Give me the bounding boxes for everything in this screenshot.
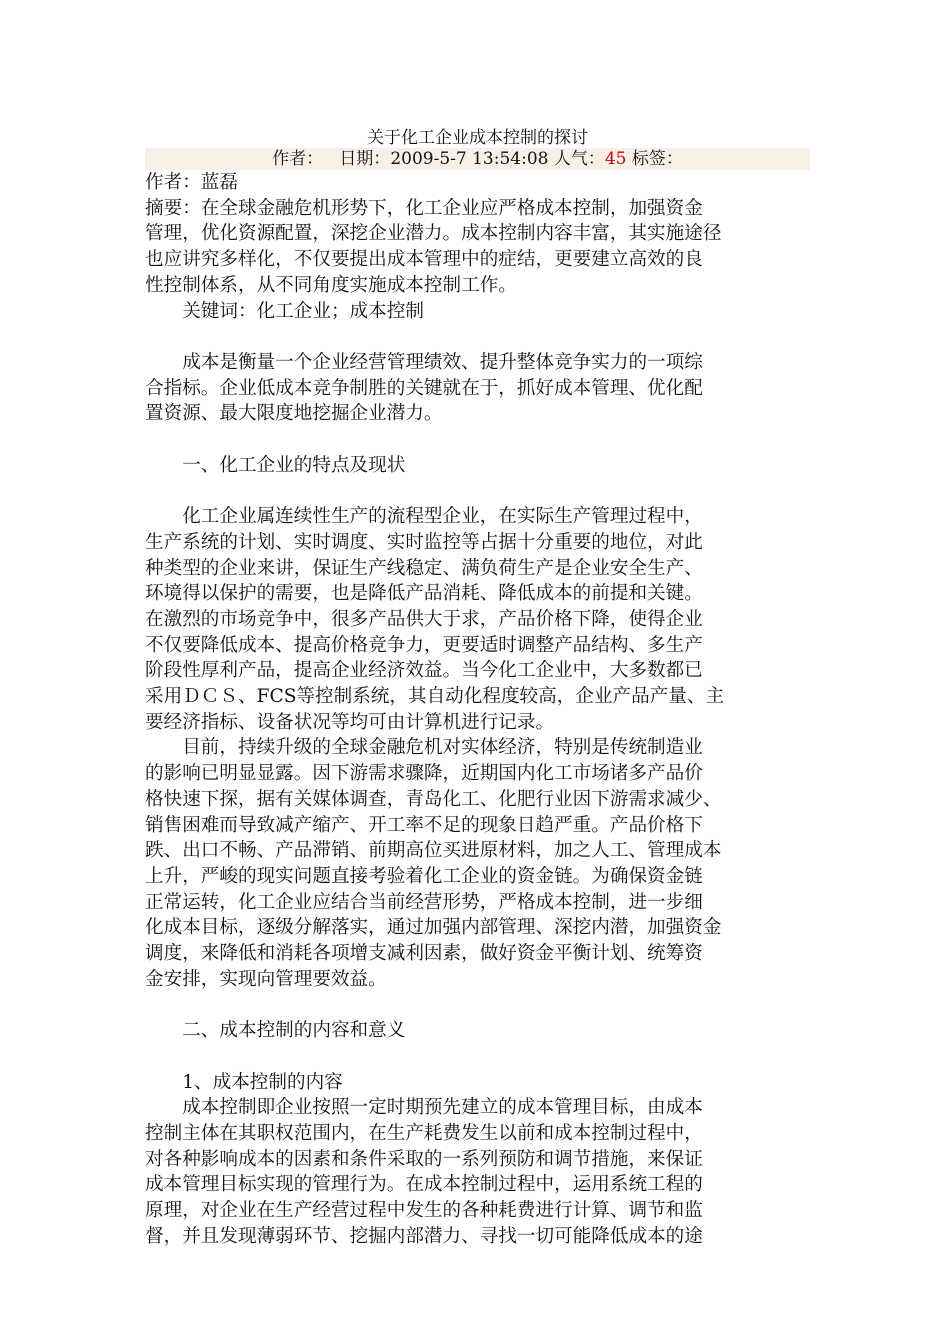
body-line: 合指标。企业低成本竞争制胜的关键就在于，抓好成本管理、优化配 bbox=[145, 377, 703, 399]
blank-line bbox=[145, 992, 810, 1018]
article-body bbox=[145, 170, 810, 1249]
body-line: 督，并且发现薄弱环节、挖掘内部潜力、寻找一切可能降低成本的途 bbox=[145, 1225, 703, 1247]
body-line: 作者：蓝磊 bbox=[145, 172, 238, 193]
body-line: 成本控制即企业按照一定时期预先建立的成本管理目标，由成本 bbox=[145, 1097, 703, 1119]
body-line: 化工企业属连续性生产的流程型企业，在实际生产管理过程中， bbox=[145, 506, 703, 528]
author-label: 作者： bbox=[272, 149, 324, 169]
tags-label: 标签： bbox=[631, 149, 683, 169]
body-line: 采用ＤＣＳ、FCS等控制系统，其自动化程度较高，企业产品产量、主 bbox=[145, 686, 725, 708]
body-line: 上升，严峻的现实问题直接考验着化工企业的资金链。为确保资金链 bbox=[145, 865, 703, 887]
views-label: 人气： bbox=[553, 149, 605, 169]
body-line: 对各种影响成本的因素和条件采取的一系列预防和调节措施，来保证 bbox=[145, 1148, 703, 1170]
body-line: 控制主体在其职权范围内，在生产耗费发生以前和成本控制过程中， bbox=[145, 1122, 703, 1144]
body-line: 不仅要降低成本、提高价格竞争力，更要适时调整产品结构、多生产 bbox=[145, 634, 703, 656]
body-line: 也应讲究多样化，不仅要提出成本管理中的症结，更要建立高效的良 bbox=[145, 249, 703, 271]
article-date: 2009-5-7 13:54:08 bbox=[390, 149, 549, 169]
body-line: 成本是衡量一个企业经营管理绩效、提升整体竞争实力的一项综 bbox=[145, 351, 703, 373]
body-line: 管理，优化资源配置，深挖企业潜力。成本控制内容丰富，其实施途径 bbox=[145, 223, 722, 245]
body-line: 二、成本控制的内容和意义 bbox=[145, 1020, 406, 1042]
body-line: 跌、出口不畅、产品滞销、前期高位买进原材料，加之人工、管理成本 bbox=[145, 840, 722, 862]
blank-line bbox=[145, 1044, 810, 1070]
article-title: 关于化工企业成本控制的探讨 bbox=[367, 128, 588, 148]
article-meta bbox=[145, 148, 810, 170]
document-page bbox=[145, 128, 810, 1249]
body-line: 阶段性厚利产品，提高企业经济效益。当今化工企业中，大多数都已 bbox=[145, 660, 703, 682]
body-line: 原理，对企业在生产经营过程中发生的各种耗费进行计算、调节和监 bbox=[145, 1200, 703, 1222]
view-count: 45 bbox=[604, 149, 627, 169]
body-line: 环境得以保护的需要，也是降低产品消耗、降低成本的前提和关键。 bbox=[145, 583, 703, 605]
body-line: 调度，来降低和消耗各项增支减利因素，做好资金平衡计划、统筹资 bbox=[145, 943, 703, 965]
body-line: 目前，持续升级的全球金融危机对实体经济，特别是传统制造业 bbox=[145, 737, 703, 759]
body-line: 正常运转，化工企业应结合当前经营形势，严格成本控制，进一步细 bbox=[145, 891, 703, 913]
body-line: 化成本目标，逐级分解落实，通过加强内部管理、深挖内潜，加强资金 bbox=[145, 917, 722, 939]
body-line: 置资源、最大限度地挖掘企业潜力。 bbox=[145, 403, 443, 425]
body-line: 1、成本控制的内容 bbox=[145, 1071, 343, 1093]
body-line: 关键词：化工企业；成本控制 bbox=[145, 300, 424, 322]
body-line: 销售困难而导致减产缩产、开工率不足的现象日趋严重。产品价格下 bbox=[145, 814, 703, 836]
body-line: 种类型的企业来讲，保证生产线稳定、满负荷生产是企业安全生产、 bbox=[145, 557, 703, 579]
body-line: 在激烈的市场竞争中，很多产品供大于求，产品价格下降，使得企业 bbox=[145, 608, 703, 630]
body-line: 一、化工企业的特点及现状 bbox=[145, 454, 406, 476]
body-line: 性控制体系，从不同角度实施成本控制工作。 bbox=[145, 274, 517, 296]
body-line: 的影响已明显显露。因下游需求骤降，近期国内化工市场诸多产品价 bbox=[145, 763, 703, 785]
blank-line bbox=[145, 427, 810, 453]
body-line: 要经济指标、设备状况等均可由计算机进行记录。 bbox=[145, 711, 555, 733]
date-label: 日期： bbox=[339, 149, 391, 169]
body-line: 金安排，实现向管理要效益。 bbox=[145, 968, 387, 990]
body-line: 生产系统的计划、实时调度、实时监控等占据十分重要的地位，对此 bbox=[145, 531, 703, 553]
blank-line bbox=[145, 324, 810, 350]
blank-line bbox=[145, 478, 810, 504]
body-line: 摘要：在全球金融危机形势下，化工企业应严格成本控制，加强资金 bbox=[145, 197, 703, 219]
body-line: 成本管理目标实现的管理行为。在成本控制过程中，运用系统工程的 bbox=[145, 1174, 703, 1196]
body-line: 格快速下探，据有关媒体调查，青岛化工、化肥行业因下游需求减少、 bbox=[145, 788, 722, 810]
